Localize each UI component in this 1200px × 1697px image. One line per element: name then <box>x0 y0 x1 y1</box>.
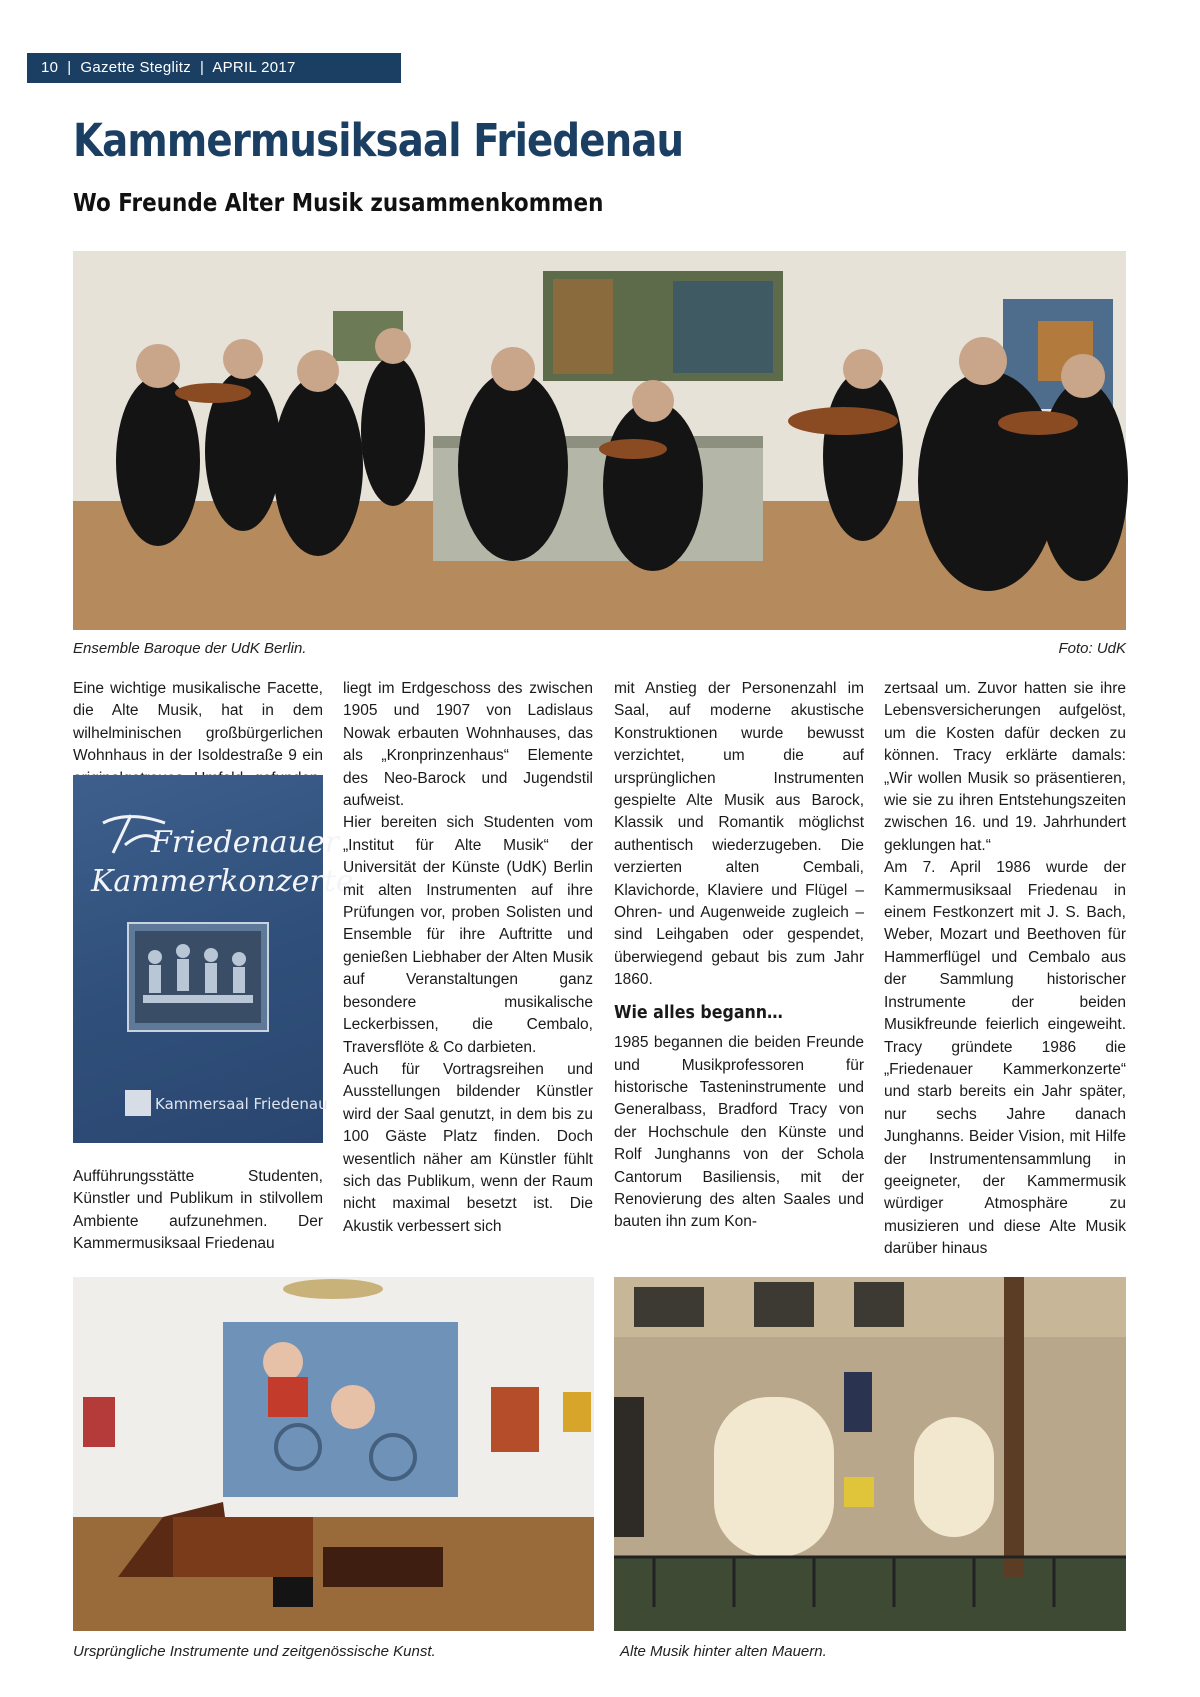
header-separator-2: | <box>200 59 205 76</box>
header-sep-3 <box>191 59 200 76</box>
header-sep-1 <box>58 59 67 76</box>
building-photo-caption: Alte Musik hinter alten Mauern. <box>620 1643 827 1660</box>
article-title: Kammermusiksaal Friedenau <box>73 114 684 167</box>
col1-paragraph-bottom: Aufführungsstätte Studenten, Künstler und Publikum in stilvollem Ambiente aufzunehmen. Der Kammermusiksaal Friedenau <box>73 1168 323 1253</box>
building-photo <box>614 1277 1126 1631</box>
col4-paragraph-1: zertsaal um. Zuvor hatten sie ihre Lebensversicherungen aufgelöst, um die Kosten dafür decken zu können. Tracy erklärte damals: „Wir wollen Musik so präsentieren, wie sie zu ihren Entstehungszeiten zwischen 16. und 19. Jahrhundert geklungen hat.“ <box>884 680 1126 854</box>
instruments-photo-caption: Ursprüngliche Instrumente und zeitgenössische Kunst. <box>73 1643 436 1660</box>
col4-paragraph-2: Am 7. April 1986 wurde der Kammermusiksaal Friedenau in einem Festkonzert mit J. S. Bach, Weber, Mozart und Beethoven für Hammerflügel und Cembalo aus der Sammlung historischer Instrumente der beiden Musikfreunde feierlich eingeweiht. Tracy gründete 1986 die „Friedenauer Kammerkonzerte“ und starb bereits ein Jahr später, nur sechs Jahre danach Junghanns. Beider Vision, mit Hilfe der Instrumentensammlung in geeigneter, der Kammermusik würdiger Atmosphäre zu musizieren und diese Alte Musik darüber hinaus <box>884 859 1126 1258</box>
column-2 <box>343 678 593 1238</box>
column-3 <box>614 678 864 1234</box>
article-subtitle: Wo Freunde Alter Musik zusammenkommen <box>73 188 604 217</box>
friedenauer-kammerkonzerte-poster <box>73 775 354 1143</box>
poster-square-icon <box>125 1090 151 1116</box>
ensemble-photo-caption: Ensemble Baroque der UdK Berlin. <box>73 640 307 657</box>
instruments-photo <box>73 1277 594 1631</box>
issue-date: APRIL 2017 <box>212 59 296 76</box>
poster-title-line-1: Friedenauer <box>151 825 340 860</box>
col1-paragraph-top: Eine wichtige musikalische Facette, die Alte Musik, hat in dem wilhelminischen großbürgerlichen Wohnhaus in der Isoldestraße 9 ein <box>73 680 323 765</box>
col2-paragraph-2: Hier bereiten sich Studenten vom „Institut für Alte Musik“ der Universität der Künste (UdK) Berlin mit alten Instrumenten auf ihre Prüfungen vor, proben Solisten und Ensemble für ihre Auftritte und genießen Liebhaber der Alten Musik auf Veranstaltungen ganz besondere musikalische Leckerbissen, die Cembalo, Traversflöte & Co darbieten. <box>343 814 593 1056</box>
publication-name: Gazette Steglitz <box>80 59 192 76</box>
ensemble-photo <box>73 251 1126 630</box>
ensemble-photo-graphic <box>73 251 1126 630</box>
page-header-bar <box>27 53 401 83</box>
poster-title-line-2: Kammerkonzerte <box>91 864 354 899</box>
column-4 <box>884 678 1126 1261</box>
header-separator-1: | <box>67 59 72 76</box>
building-photo-graphic <box>614 1277 1126 1631</box>
poster-footer: Kammersaal Friedenau <box>155 1095 328 1113</box>
page-number: 10 <box>41 59 59 76</box>
column-1-bottom <box>73 1166 323 1256</box>
col3-subheading: Wie alles begann… <box>614 1001 783 1023</box>
instruments-photo-graphic <box>73 1277 594 1631</box>
col2-paragraph-1: liegt im Erdgeschoss des zwischen 1905 und 1907 von Ladislaus Nowak erbauten Wohnhauses, das als „Kronprinzenhaus“ Elemente des Neo-Barock und Jugendstil aufweist. <box>343 680 593 810</box>
col3-paragraph-2: 1985 begannen die beiden Freunde und Musikprofessoren für historische Tasteninstrumente und Generalbass, Bradford Tracy von der Hochschule den Künste und Rolf Junghanns von der Schola Cantorum Basiliensis, mit der Renovierung des alten Saales und bauten ihn zum Kon- <box>614 1034 864 1231</box>
col2-paragraph-3: Auch für Vortragsreihen und Ausstellungen bildender Künstler wird der Saal genutzt, in dem bis zu 100 Gäste Platz finden. Doch wesentlich näher am Künstler fühlt sich das Publikum, wenn der Raum nicht maximal besetzt ist. Die Akustik verbessert sich <box>343 1060 593 1235</box>
ensemble-photo-credit: Foto: UdK <box>1058 640 1126 657</box>
col3-paragraph-1: mit Anstieg der Personenzahl im Saal, auf moderne akustische Konstruktionen wurde bewusst verzichtet, um die auf ursprünglichen Instrumenten gespielte Alte Musik aus Barock, Klassik und Romantik möglichst authentisch wiederzugeben. Die verzierten alten Cembali, Klavichorde, Klaviere und Flügel – Ohren- und Augenweide zugleich – sind Leihgaben oder gespendet, überwiegend gebaut bis zum Jahr 1860. <box>614 680 864 989</box>
